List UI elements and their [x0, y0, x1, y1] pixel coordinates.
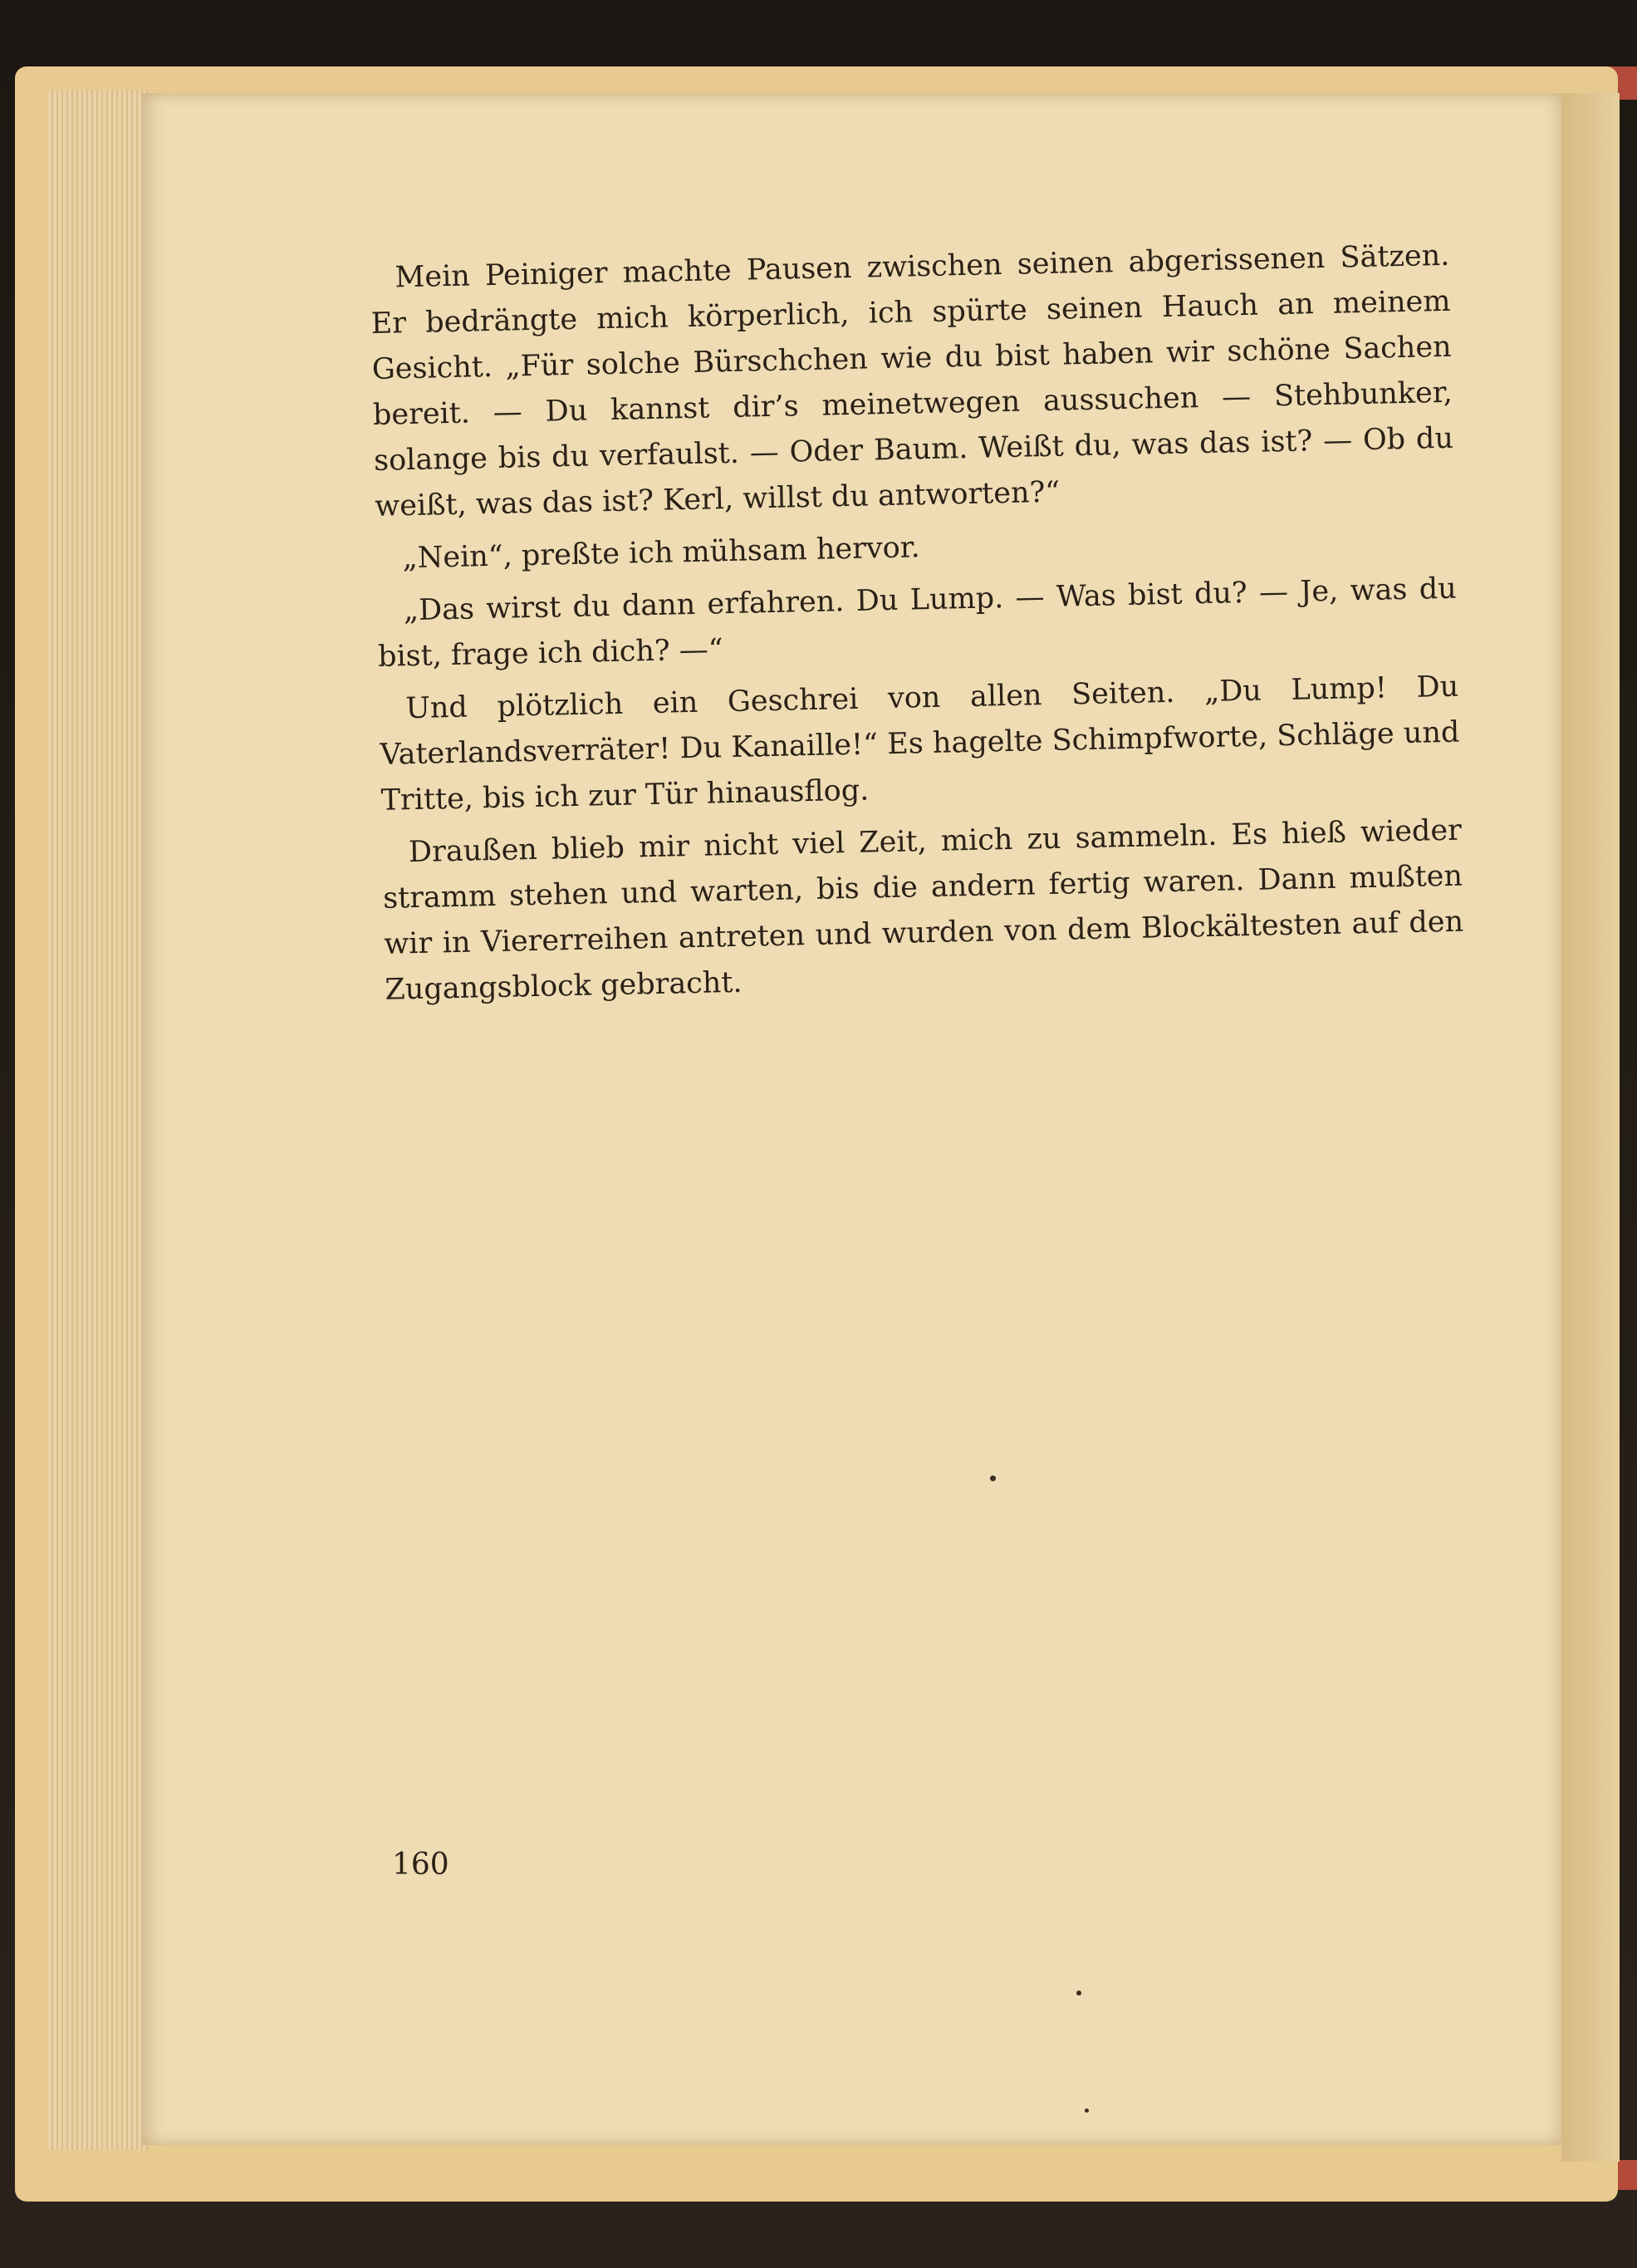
paragraph: Und plötzlich ein Geschrei von allen Seiten. „Du Lump! Du Vaterlandsverräter! Du Kanaille!“ Es hagelte Schimpfworte, Schläge und Tritte, bis ich zur Tür hinausflog. [380, 670, 1460, 817]
paragraph: Draußen blieb mir nicht viel Zeit, mich zu sammeln. Es hieß wieder stramm stehen und warten, bis die andern fertig waren. Dann mußten wir in Viererreihen antreten und wurden von dem Blockältesten auf den Zugangsblock gebracht. [382, 813, 1464, 1007]
paper-speck [1085, 2108, 1089, 2113]
paragraph: Mein Peiniger machte Pausen zwischen seinen abgerissenen Sätzen. Er bedrängte mich körperlich, ich spürte seinen Hauch an meinem Gesicht. „Für solche Bürschchen wie du bist haben wir schöne Sachen bereit. — Du kannst dir’s meinetwegen aussuchen — Stehbunker, solange bis du verfaulst. — Oder Baum. Weißt du, was das ist? — Ob du weißt, was das ist? Kerl, willst du antworten?“ [370, 238, 1454, 523]
body-text [370, 233, 1465, 1020]
adjacent-page-edge [1561, 93, 1620, 2162]
page-number: 160 [392, 1848, 449, 1882]
paragraph: „Nein“, preßte ich mühsam hervor. [402, 531, 921, 576]
paper-speck [990, 1475, 996, 1481]
page-stack-edge [48, 90, 148, 2150]
paper-speck [1076, 1991, 1081, 1996]
paragraph: „Das wirst du dann erfahren. Du Lump. — Was bist du? — Je, was du bist, frage ich dich? —“ [377, 572, 1458, 674]
